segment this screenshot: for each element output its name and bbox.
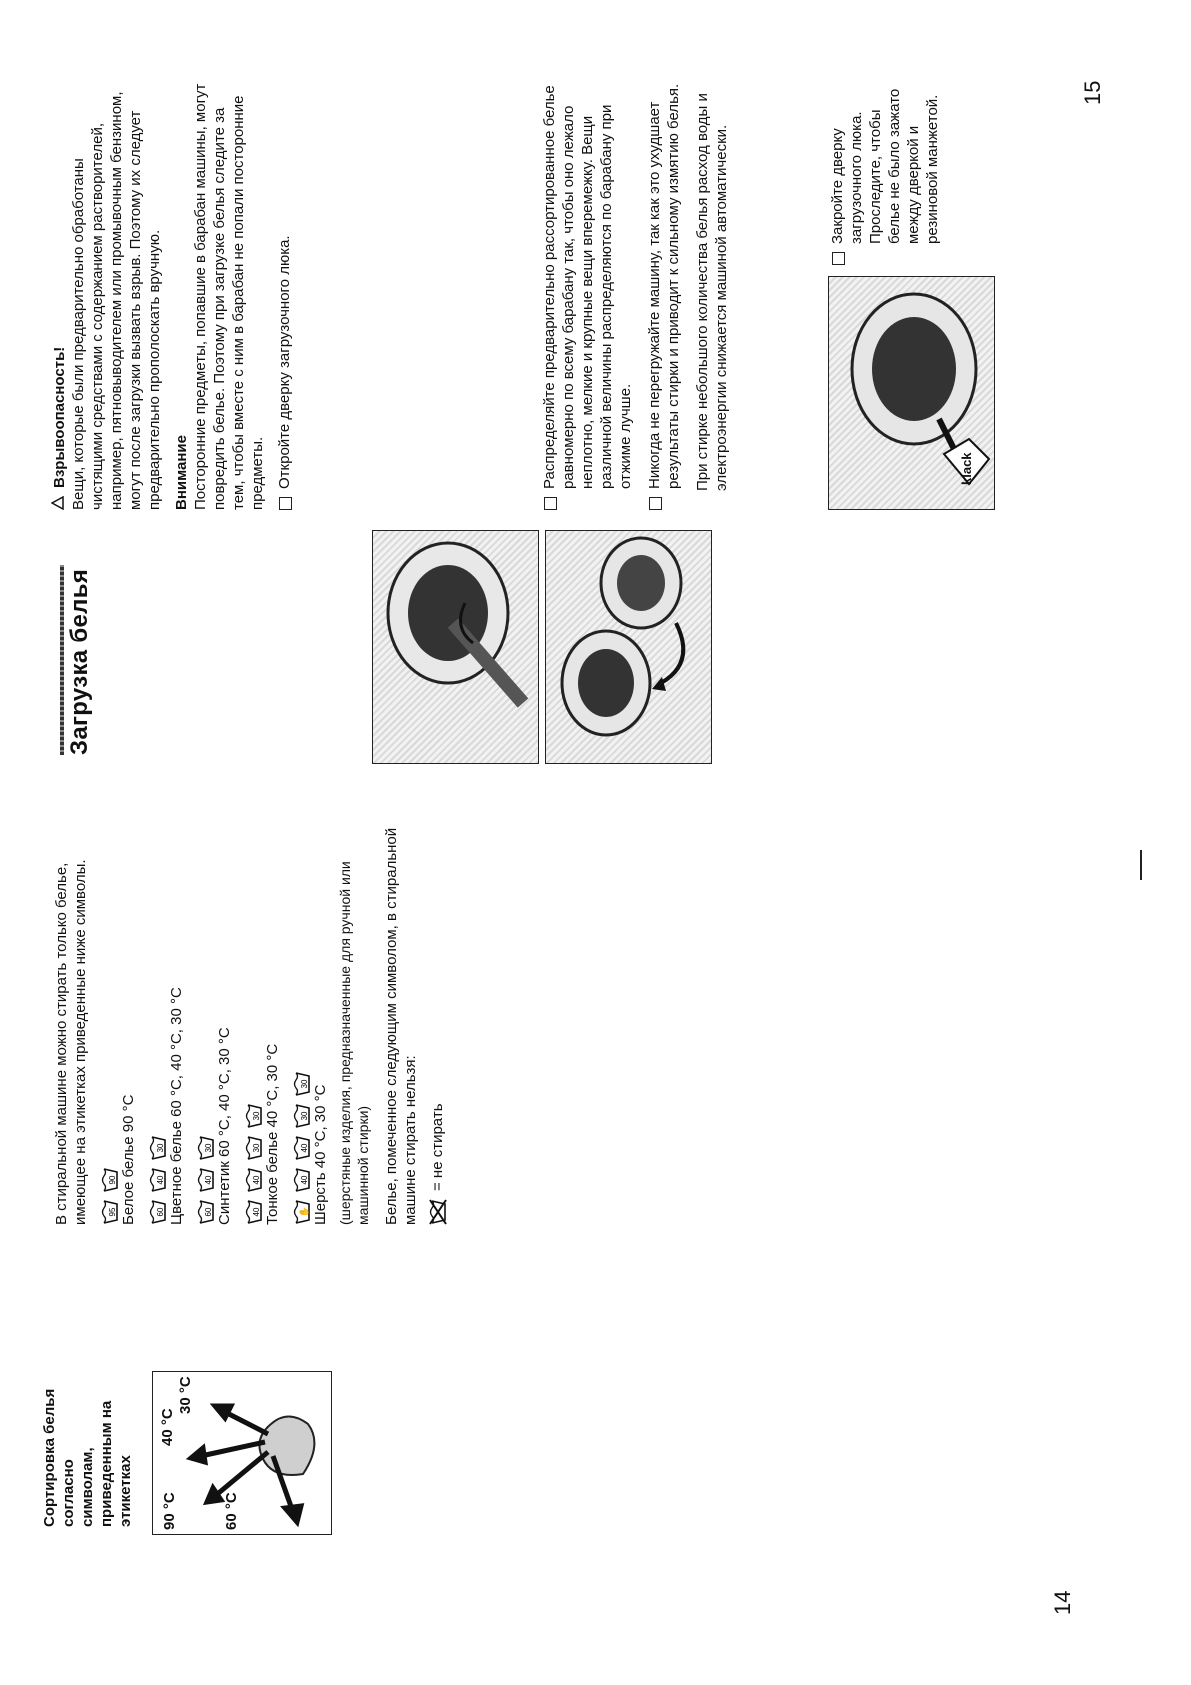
warning-triangle-icon bbox=[50, 496, 69, 510]
svg-text:95: 95 bbox=[108, 1207, 118, 1217]
wash-tub-icon bbox=[245, 1167, 263, 1193]
temp-label-90: 90 °C bbox=[161, 1492, 178, 1530]
loading-steps-column bbox=[540, 80, 739, 510]
svg-text:60: 60 bbox=[156, 1207, 166, 1217]
care-symbol-label: Тонкое белье 40 °C, 30 °C bbox=[264, 1043, 282, 1225]
svg-text:40: 40 bbox=[300, 1175, 310, 1185]
wash-tub-icon bbox=[197, 1167, 215, 1193]
economy-note: При стирке небольшого количества белья расход воды и электроэнергии снижается машиной автоматически. bbox=[694, 93, 730, 491]
care-symbol-row bbox=[148, 815, 186, 1225]
care-symbols bbox=[245, 1103, 263, 1225]
safety-column bbox=[50, 80, 304, 510]
wash-tub-icon bbox=[197, 1199, 215, 1225]
wash-tub-icon bbox=[101, 1199, 119, 1225]
svg-text:40: 40 bbox=[204, 1175, 214, 1185]
step-checkbox-icon bbox=[649, 497, 662, 510]
warning-text: Вещи, которые были предварительно обработаны чистящими средствами с содержанием растворителей, например, пятновыводителем или промывочным бензином, могут после загрузки вызвать взрыв. Поэтому их следует предварительно прополоскать вручную. bbox=[70, 91, 163, 510]
wash-tub-icon bbox=[293, 1167, 311, 1193]
close-step-column bbox=[828, 65, 952, 265]
step-distribute-text: Распределяйте предварительно рассортированное белье равномерно по всему барабану так, чтобы оно лежало неплотно, мелкие и крупные вещи вперемежку. Вещи различной величины распределяются по барабану при отжиме лучше. bbox=[541, 85, 634, 489]
step-no-overload-text: Никогда не перегружайте машину, так как это ухудшает результаты стирки и приводит к сильному измятию белья. bbox=[646, 83, 682, 489]
care-symbols bbox=[293, 1071, 311, 1225]
svg-text:30: 30 bbox=[204, 1143, 214, 1153]
svg-text:30: 30 bbox=[300, 1079, 310, 1089]
care-symbols bbox=[101, 1167, 119, 1225]
svg-text:30: 30 bbox=[252, 1111, 262, 1121]
care-symbols bbox=[197, 1135, 215, 1225]
svg-text:60: 60 bbox=[204, 1207, 214, 1217]
temp-label-30: 30 °C bbox=[177, 1376, 194, 1414]
step-checkbox-icon bbox=[544, 497, 557, 510]
wash-tub-icon bbox=[149, 1167, 167, 1193]
step-no-overload bbox=[645, 80, 683, 510]
sorting-illustration bbox=[152, 1371, 332, 1535]
svg-text:30: 30 bbox=[300, 1111, 310, 1121]
care-symbol-row bbox=[292, 815, 330, 1225]
step-open-door-text: Откройте дверку загрузочного люка. bbox=[276, 235, 293, 489]
page-number-right: 15 bbox=[1080, 80, 1105, 105]
attention-title: Внимание bbox=[173, 435, 190, 510]
forbidden-text: Белье, помеченное следующим символом, в стиральной машине стирать нельзя: bbox=[383, 827, 420, 1225]
intro-text: В стиральной машине можно стирать только белье, имеющее на этикетках приведенные ниже символы. bbox=[53, 859, 89, 1225]
svg-text:90: 90 bbox=[108, 1175, 118, 1185]
warning-title: Взрывоопасность! bbox=[51, 346, 68, 488]
wash-tub-icon bbox=[293, 1135, 311, 1161]
wash-tub-icon bbox=[245, 1103, 263, 1129]
svg-text:✋: ✋ bbox=[299, 1206, 310, 1218]
svg-text:40: 40 bbox=[156, 1175, 166, 1185]
step-close-door bbox=[828, 65, 942, 265]
care-symbol-list bbox=[100, 815, 330, 1225]
care-symbol-row bbox=[196, 815, 234, 1225]
attention-text: Посторонние предметы, попавшие в барабан машины, могут повредить белье. Поэтому при загрузке белья следите за тем, чтобы вместе с ним в барабан не попали посторонние предметы. bbox=[192, 83, 266, 510]
loading-laundry-icon bbox=[546, 531, 711, 763]
step-checkbox-icon bbox=[832, 252, 845, 265]
no-wash-row bbox=[428, 815, 447, 1225]
care-symbol-label: Белое белье 90 °C bbox=[120, 1094, 138, 1225]
care-symbols bbox=[149, 1135, 167, 1225]
close-door-picture bbox=[828, 276, 995, 510]
loading-picture bbox=[545, 530, 712, 764]
care-symbol-row bbox=[244, 815, 282, 1225]
wash-tub-icon bbox=[245, 1135, 263, 1161]
wash-tub-icon bbox=[197, 1135, 215, 1161]
wash-tub-icon bbox=[101, 1167, 119, 1193]
step-open-door bbox=[275, 80, 294, 510]
klack-label: klack bbox=[959, 452, 974, 485]
washing-machine-door-icon bbox=[373, 531, 538, 763]
temp-label-40: 40 °C bbox=[159, 1408, 176, 1446]
wash-tub-icon bbox=[149, 1135, 167, 1161]
hand-wash-icon bbox=[293, 1199, 311, 1225]
no-wash-label: = не стирать bbox=[429, 1103, 447, 1191]
svg-text:40: 40 bbox=[252, 1175, 262, 1185]
care-symbol-label: Синтетик 60 °C, 40 °C, 30 °C bbox=[216, 1027, 234, 1225]
no-wash-icon bbox=[429, 1199, 447, 1225]
wash-tub-icon bbox=[149, 1199, 167, 1225]
temp-label-60: 60 °C bbox=[223, 1492, 240, 1530]
page-number-left: 14 bbox=[1050, 1590, 1075, 1615]
left-main-column bbox=[52, 815, 447, 1225]
heading-rule bbox=[60, 565, 64, 755]
care-symbol-label: Шерсть 40 °C, 30 °C bbox=[312, 1084, 330, 1225]
warning-title-row bbox=[50, 80, 69, 510]
wash-tub-icon bbox=[293, 1103, 311, 1129]
section-heading: Загрузка белья bbox=[66, 568, 93, 755]
care-symbol-row bbox=[100, 815, 138, 1225]
wool-note: (шерстяные изделия, предназначенные для ручной или машинной стирки) bbox=[337, 861, 372, 1225]
wash-tub-icon bbox=[293, 1071, 311, 1097]
care-symbol-label: Цветное белье 60 °C, 40 °C, 30 °C bbox=[168, 987, 186, 1225]
sidebar-title: Сортировка белья согласно символам, приведенным на этикетках bbox=[41, 1388, 134, 1527]
svg-text:30: 30 bbox=[156, 1143, 166, 1153]
wash-tub-icon bbox=[245, 1199, 263, 1225]
step-close-door-text: Закройте дверку загрузочного люка. Проследите, чтобы белье не было зажато между дверкой и резиновой манжетой. bbox=[829, 88, 941, 244]
svg-text:40: 40 bbox=[252, 1207, 262, 1217]
fold-mark bbox=[1140, 850, 1142, 880]
step-distribute bbox=[540, 80, 635, 510]
svg-text:40: 40 bbox=[300, 1143, 310, 1153]
open-door-picture bbox=[372, 530, 539, 764]
step-checkbox-icon bbox=[279, 497, 292, 510]
svg-text:30: 30 bbox=[252, 1143, 262, 1153]
